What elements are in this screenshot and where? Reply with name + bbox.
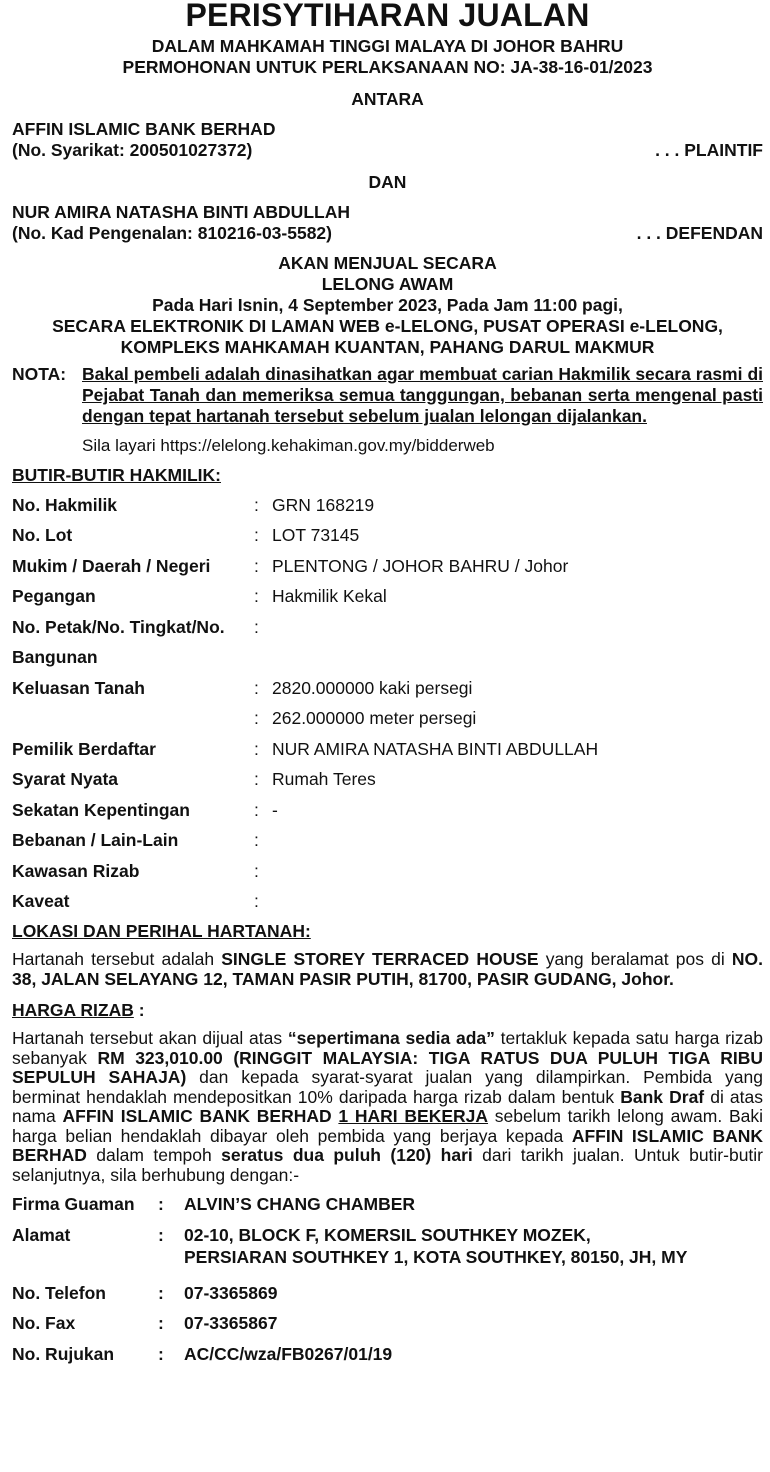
title-detail-label (12, 704, 254, 735)
contact-row (12, 1224, 687, 1282)
contact-value: AC/CC/wza/FB0267/01/19 (184, 1343, 393, 1364)
title-detail-label: Pemilik Berdaftar (12, 738, 156, 759)
reserve-text: sebelum tarikh lelong awam. Baki harga belian hendaklah dibayar oleh pembida yang berjaya kepada (12, 1106, 763, 1146)
reserve-text: dalam tempoh (86, 1145, 222, 1165)
title-detail-value (272, 612, 598, 643)
reserve-text: dan kepada syarat-syarat jualan yang dilampirkan. Pembida yang berminat hendaklah mendepositkan 10% daripada harga rizab dalam bentuk (12, 1067, 763, 1107)
title-details-table (12, 490, 598, 917)
bank-name: AFFIN ISLAMIC BANK BERHAD (12, 1125, 763, 1165)
contact-label: Firma Guaman (12, 1194, 135, 1214)
deposit-deadline: 1 HARI BEKERJA (338, 1106, 489, 1126)
location-heading: LOKASI DAN PERIHAL HARTANAH: (12, 921, 311, 941)
contact-label: No. Fax (12, 1313, 76, 1333)
title-detail-colon: : (254, 525, 259, 546)
title-detail-colon: : (254, 616, 259, 637)
title-detail-row (12, 521, 598, 552)
contact-value: 07-3365869 (184, 1282, 278, 1303)
title-detail-row (12, 612, 598, 643)
title-detail-colon: : (254, 708, 259, 729)
location-paragraph (12, 950, 763, 989)
title-detail-colon: : (254, 830, 259, 851)
reserve-paragraph (12, 1029, 763, 1185)
location-text: Hartanah tersebut adalah (12, 949, 222, 969)
reserve-text: di atas nama (12, 1086, 763, 1126)
title-detail-label: No. Hakmilik (12, 494, 118, 515)
property-address: NO. 38, JALAN SELAYANG 12, TAMAN PASIR PUTIH, 81700, PASIR GUDANG, Johor. (12, 949, 763, 989)
contact-colon: : (158, 1224, 164, 1245)
reserve-heading-colon: : (133, 1000, 145, 1020)
contact-row (12, 1343, 687, 1374)
contact-row (12, 1312, 687, 1343)
title-detail-label: Sekatan Kepentingan (12, 799, 190, 820)
plaintiff-block (12, 119, 763, 161)
contact-table (12, 1193, 687, 1373)
title-detail-row (12, 551, 598, 582)
contact-value-cell (184, 1312, 687, 1343)
elelong-link[interactable]: Sila layari https://elelong.kehakiman.gov.my/bidderweb (82, 436, 495, 455)
title-detail-value: 262.000000 meter persegi (272, 708, 477, 729)
title-detail-row (12, 734, 598, 765)
title-detail-colon: : (254, 799, 259, 820)
title-detail-value: 2820.000000 kaki persegi (272, 677, 473, 698)
sale-proclamation (12, 0, 763, 1373)
plaintiff-reg: (No. Syarikat: 200501027372) (12, 140, 253, 160)
contact-value: 07-3365867 (184, 1313, 278, 1333)
contact-value-cell (184, 1224, 687, 1282)
contact-value: 02-10, BLOCK F, KOMERSIL SOUTHKEY MOZEK, (184, 1224, 591, 1245)
title-detail-value (272, 887, 598, 918)
title-detail-row (12, 582, 598, 613)
title-detail-colon: : (254, 677, 259, 698)
title-detail-colon: : (254, 738, 259, 759)
title-detail-label: Keluasan Tanah (12, 677, 145, 698)
title-detail-label: Syarat Nyata (12, 769, 119, 790)
contact-colon: : (158, 1313, 164, 1333)
defendant-role: . . . DEFENDAN (636, 223, 763, 243)
title-detail-colon (254, 643, 272, 674)
nota-text: Bakal pembeli adalah dinasihatkan agar membuat carian Hakmilik secara rasmi di Pejabat Tanah dan memeriksa semua tanggungan, bebanan serta mengenal pasti dengan tepat hartanah tersebut sebelum jualan lelongan dijalankan. (82, 364, 763, 426)
title-detail-row (12, 856, 598, 887)
title-detail-label: No. Petak/No. Tingkat/No. (12, 616, 225, 637)
auction-venue: SECARA ELEKTRONIK DI LAMAN WEB e-LELONG, PUSAT OPERASI e-LELONG, (52, 316, 723, 336)
contact-value-cell (184, 1282, 687, 1313)
title-detail-colon: : (254, 891, 259, 912)
contact-row (12, 1282, 687, 1313)
title-detail-value (272, 826, 598, 857)
reserve-heading: HARGA RIZAB (12, 1000, 134, 1020)
bank-name: AFFIN ISLAMIC BANK BERHAD (62, 1106, 332, 1126)
title-detail-value: NUR AMIRA NATASHA BINTI ABDULLAH (272, 738, 599, 759)
title-detail-label: Bangunan (12, 647, 98, 668)
between-label: ANTARA (351, 89, 424, 109)
and-label: DAN (368, 172, 407, 192)
reserve-heading-row (12, 999, 763, 1021)
title-detail-value: - (272, 799, 278, 820)
title-detail-value: LOT 73145 (272, 525, 360, 546)
title-detail-row (12, 795, 598, 826)
title-detail-label: Mukim / Daerah / Negeri (12, 555, 211, 576)
contact-colon: : (158, 1282, 164, 1303)
title-detail-colon: : (254, 494, 259, 515)
title-detail-value (272, 643, 598, 674)
bank-draft: Bank Draf (620, 1086, 705, 1107)
title-detail-row (12, 490, 598, 521)
auction-date: Pada Hari Isnin, 4 September 2023, Pada Jam 11:00 pagi, (152, 295, 623, 315)
title-detail-label: Bebanan / Lain-Lain (12, 830, 179, 851)
title-detail-label: No. Lot (12, 525, 73, 546)
defendant-block (12, 202, 763, 244)
title-detail-colon: : (254, 860, 259, 881)
plaintiff-name: AFFIN ISLAMIC BANK BERHAD (12, 119, 276, 139)
contact-value: ALVIN’S CHANG CHAMBER (184, 1194, 416, 1214)
contact-row (12, 1193, 687, 1224)
contact-value-line2: PERSIARAN SOUTHKEY 1, KOTA SOUTHKEY, 80150, JH, MY (184, 1246, 688, 1267)
title-detail-row (12, 643, 598, 674)
reserve-text: Hartanah tersebut akan dijual atas (12, 1028, 288, 1048)
title-detail-colon: : (254, 555, 259, 576)
title-detail-value: GRN 168219 (272, 494, 375, 515)
nota-label: NOTA: (12, 364, 67, 384)
contact-label: Alamat (12, 1224, 71, 1245)
contact-colon: : (158, 1343, 164, 1364)
title-details-heading: BUTIR-BUTIR HAKMILIK: (12, 465, 221, 485)
location-text: yang beralamat pos di (538, 949, 732, 969)
nota-block (12, 364, 763, 427)
contact-value-cell (184, 1343, 687, 1374)
reserve-text: dari tarikh jualan. Untuk butir-butir selanjutnya, sila berhubung dengan:- (12, 1145, 764, 1185)
contact-colon: : (158, 1194, 164, 1214)
title-detail-row (12, 673, 598, 704)
contact-label: No. Rujukan (12, 1343, 115, 1364)
reserve-condition: “sepertimana sedia ada” (287, 1028, 495, 1048)
defendant-name: NUR AMIRA NATASHA BINTI ABDULLAH (12, 202, 350, 222)
reserve-text: tertakluk kepada satu harga rizab sebanyak (12, 1028, 764, 1068)
title-detail-value: PLENTONG / JOHOR BAHRU / Johor (272, 555, 569, 576)
court-name: DALAM MAHKAMAH TINGGI MALAYA DI JOHOR BAHRU (151, 36, 624, 56)
title-detail-row (12, 826, 598, 857)
title-detail-value: Rumah Teres (272, 769, 376, 790)
payment-period: seratus dua puluh (120) hari (221, 1145, 473, 1165)
title-detail-label: Pegangan (12, 586, 96, 607)
title-detail-row (12, 887, 598, 918)
title-detail-label: Kawasan Rizab (12, 860, 140, 881)
title-detail-value (272, 856, 598, 887)
auction-line-1: AKAN MENJUAL SECARA (278, 253, 497, 273)
auction-venue-2: KOMPLEKS MAHKAMAH KUANTAN, PAHANG DARUL MAKMUR (120, 337, 655, 357)
contact-label: No. Telefon (12, 1282, 106, 1303)
title-detail-colon: : (254, 586, 259, 607)
title-detail-colon: : (254, 769, 259, 790)
plaintiff-role: . . . PLAINTIF (655, 140, 763, 160)
title-detail-value: Hakmilik Kekal (272, 586, 387, 607)
title-detail-row (12, 704, 598, 735)
reserve-price: RM 323,010.00 (RINGGIT MALAYSIA: TIGA RATUS DUA PULUH TIGA RIBU SEPULUH SAHAJA) (12, 1047, 763, 1087)
title-detail-label: Kaveat (12, 891, 70, 912)
contact-value-cell (184, 1193, 687, 1224)
auction-line-2: LELONG AWAM (321, 274, 454, 294)
property-type: SINGLE STOREY TERRACED HOUSE (221, 949, 539, 969)
title-detail-row (12, 765, 598, 796)
document-title: PERISYTIHARAN JUALAN (185, 0, 590, 33)
defendant-ic: (No. Kad Pengenalan: 810216-03-5582) (12, 223, 332, 243)
application-number: PERMOHONAN UNTUK PERLAKSANAAN NO: JA-38-16-01/2023 (122, 57, 653, 77)
